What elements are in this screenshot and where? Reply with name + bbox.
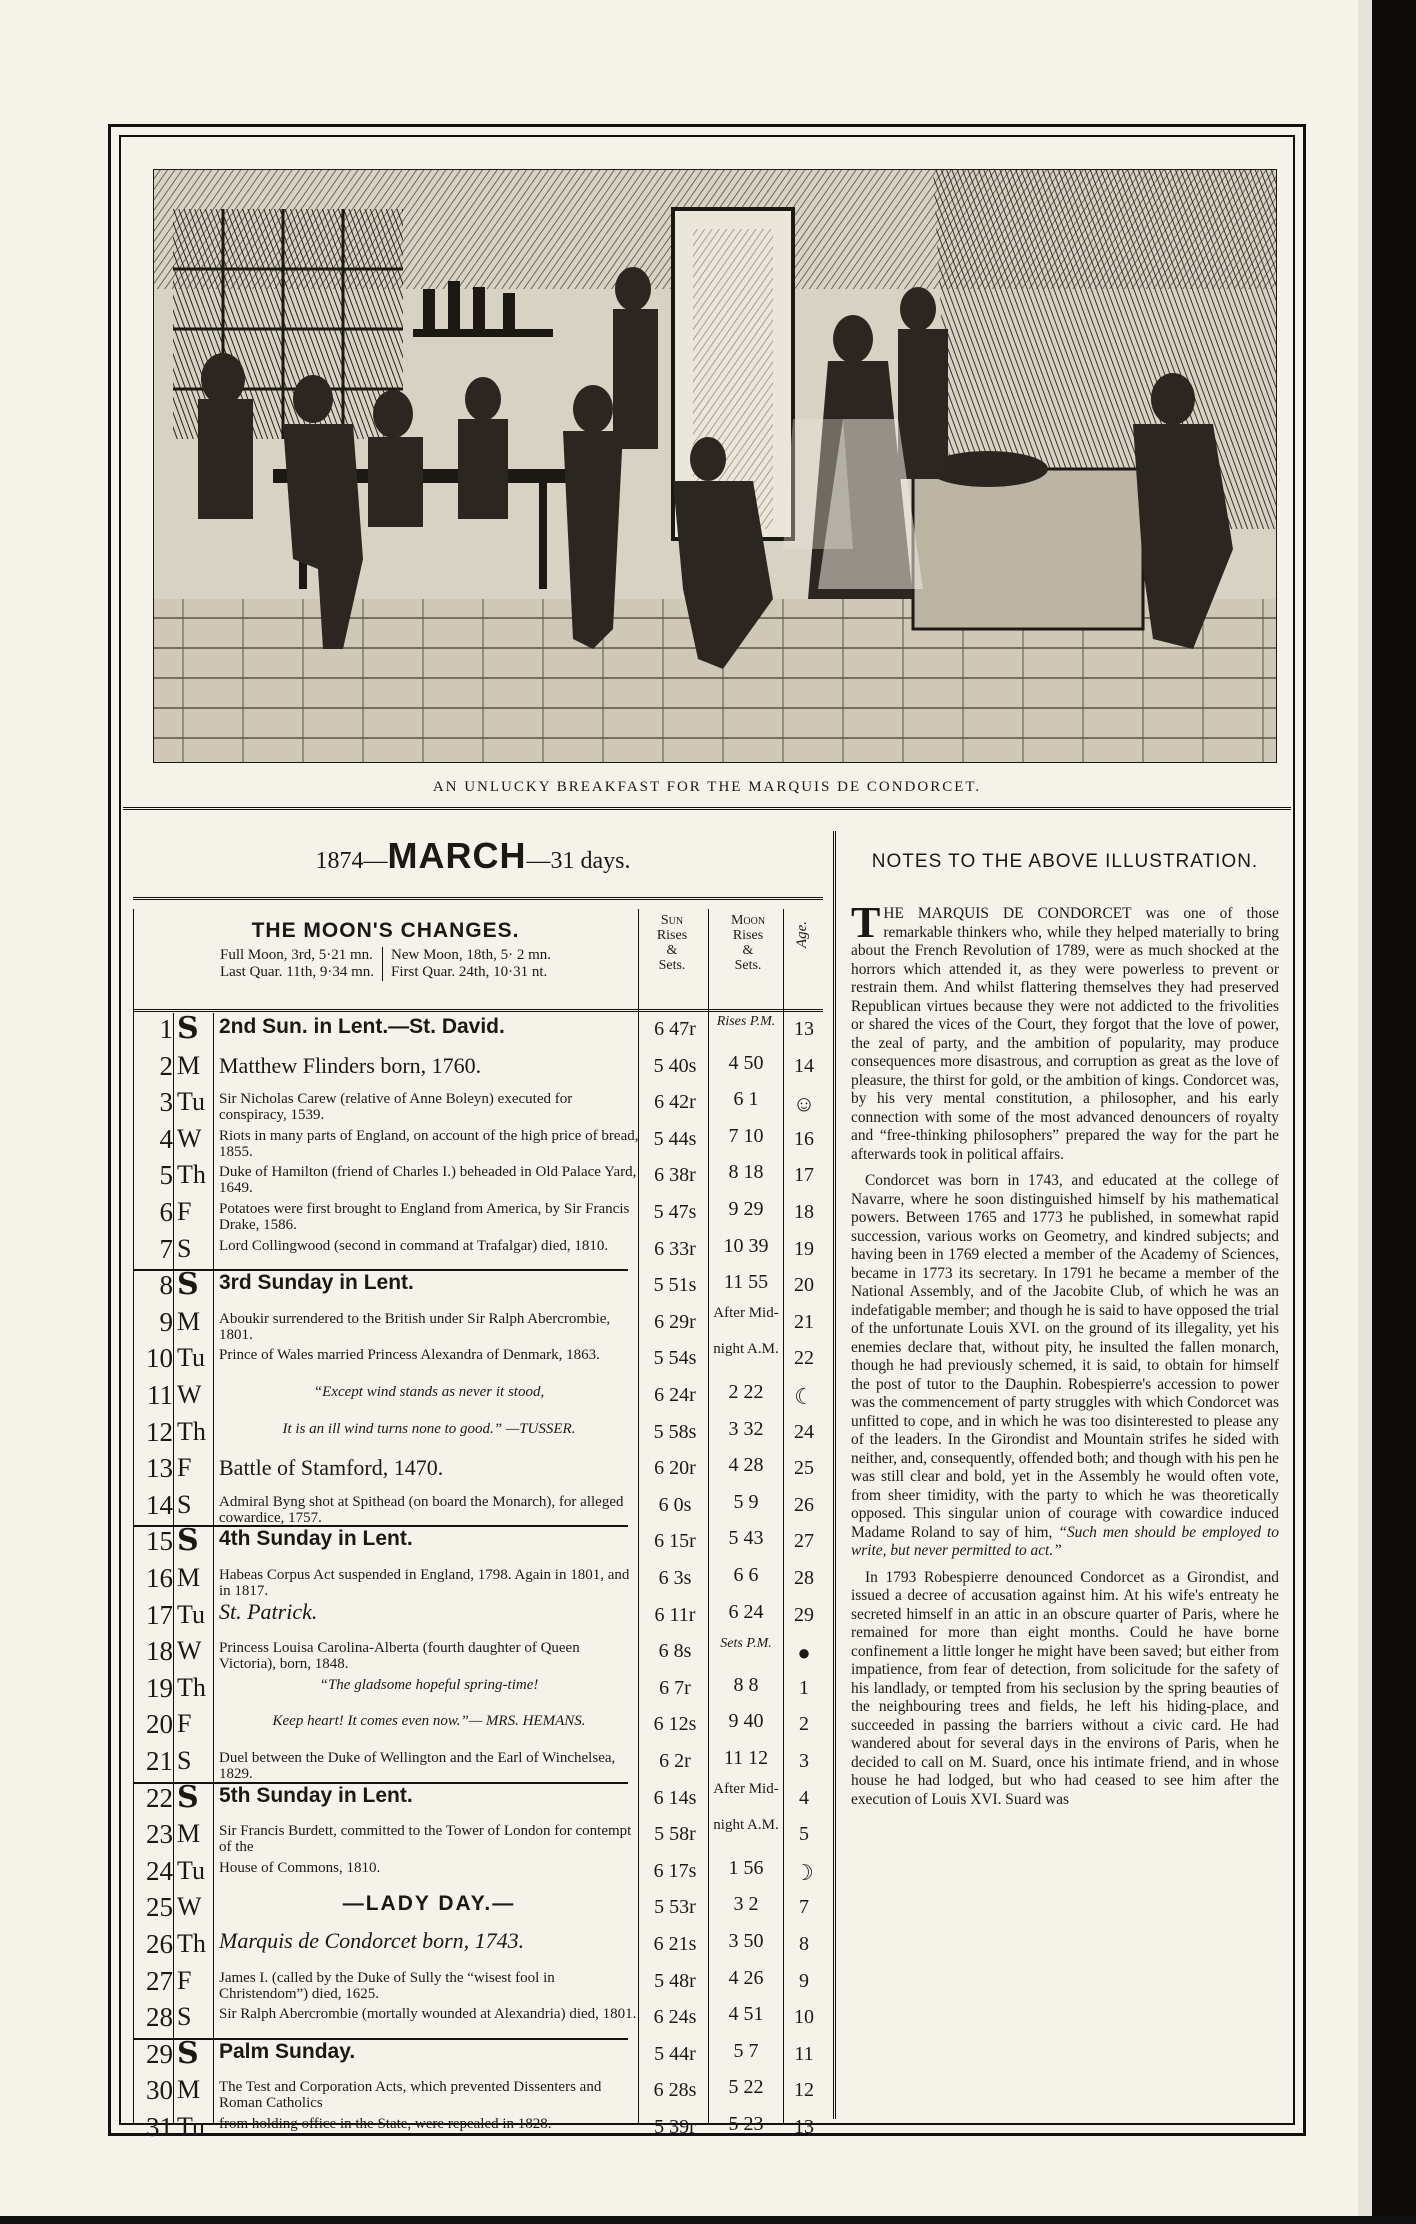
day-number: 28 (146, 2002, 173, 2033)
weekday: Th (177, 1160, 206, 1190)
moon-age: ☺ (792, 1091, 816, 1117)
sun-time: 6 17s (653, 1859, 697, 1882)
moon-time: 5 7 (733, 2039, 759, 2062)
moon-age: 21 (794, 1310, 814, 1333)
moon-time: After Mid- (713, 1780, 779, 1797)
week-rule (133, 2038, 628, 2040)
weekday: Tu (177, 1087, 205, 1117)
notes-paragraph-2: Condorcet was born in 1743, and educated at the college of Navarre, where he soon distinguished himself by his mathematical powers. Between 1765 and 1773 he published, in somewhat rapid succession, various works on Geometry, and kindred subjects; and having been in 1769 elected a member of the Academy of Sciences, became in 1773 its secretary. In 1791 he became a member of the National Assembly, and of the Jacobite Club, of which he was an indefatigable member; and though he is said to have opposed the trial of the unfortunate Louis XVI. on the ground of its illegality, yet his enemies declare that, without pity, he insulted the fallen monarch, though he had previously schemed, it is said, to obtain for himself the post of tutor to the Dauphin. Robespierre's accession to power was the commencement of party struggles with which Condorcet was unfitted to cope, and in which he was too disinterested to please any of the leaders. In the Girondist and Mountain strifes he sided with neither, and, consequently, offended both; and though with his pen he was still clear and bold, yet in the Assembly he would often vote, from sheer timidity, with the party to which he was theoretically opposed. This singular union of courage with cowardice induced Madame Roland to say of him, (851, 1172, 1279, 1541)
sun-time: 5 40s (653, 1054, 697, 1077)
calendar-column (123, 817, 823, 2142)
moon-time: 6 24 (728, 1600, 764, 1623)
weekday: M (177, 2075, 201, 2105)
sun-time: 6 47r (654, 1018, 696, 1040)
event-text: Marquis de Condorcet born, 1743. (219, 1928, 525, 1953)
calendar-row (133, 1965, 823, 2002)
day-number: 13 (146, 1453, 173, 1484)
event-text: Sir Ralph Abercrombie (mortally wounded at Alexandria) died, 1801. (219, 2006, 637, 2023)
sun-time: 6 28s (653, 2079, 697, 2102)
calendar-row (133, 1635, 823, 1672)
day-number: 23 (146, 1819, 173, 1850)
calendar-row (133, 1050, 823, 1087)
moon-age: 9 (799, 1969, 809, 1992)
new-moon: New Moon, 18th, 5· 2 mn. (391, 947, 551, 963)
moon-age: 25 (794, 1457, 814, 1480)
sun-time: 5 54s (653, 1347, 697, 1370)
calendar-row (133, 2074, 823, 2111)
calendar-row (133, 1891, 823, 1928)
calendar-row (133, 1779, 823, 1819)
moon-time: 3 50 (728, 1930, 764, 1952)
event-text: —LADY DAY.— (342, 1892, 516, 1916)
event-text: Duke of Hamilton (friend of Charles I.) beheaded in Old Palace Yard, 1649. (219, 1164, 637, 1197)
moon-time: 7 10 (728, 1124, 764, 1147)
sun-time: 5 44s (653, 1127, 697, 1150)
week-rule (133, 1525, 628, 1527)
moon-age: 10 (794, 2006, 814, 2029)
illustration-caption: AN UNLUCKY BREAKFAST FOR THE MARQUIS DE CONDORCET. (432, 779, 982, 795)
year: 1874 (315, 848, 364, 874)
moon-time: 8 18 (728, 1161, 764, 1184)
moon-age: 26 (794, 1493, 814, 1516)
moon-age: 3 (799, 1750, 809, 1772)
weekday: Th (177, 1672, 206, 1702)
notes-column (845, 817, 1285, 2123)
moon-age: 16 (794, 1127, 814, 1150)
day-number: 30 (146, 2075, 173, 2106)
sun-time: 6 24r (654, 1384, 696, 1406)
moon-changes (133, 909, 638, 1001)
event-text: Habeas Corpus Act suspended in England, 1798. Again in 1801, and in 1817. (219, 1567, 630, 1599)
moon-age: 12 (794, 2079, 814, 2102)
moon-age: 14 (794, 1054, 814, 1077)
last-quarter: Last Quar. 11th, 9·34 mn. (219, 964, 374, 980)
moon-time: night A.M. (713, 1341, 779, 1358)
day-number: 24 (146, 1855, 173, 1886)
sun-time: 5 47s (653, 1201, 697, 1223)
calendar-row (133, 1013, 823, 1050)
weekday: S (177, 1779, 199, 1815)
calendar-row (133, 1233, 823, 1270)
drop-cap: T (851, 898, 881, 947)
notes-title: NOTES TO THE ABOVE ILLUSTRATION. (871, 851, 1259, 872)
weekday: W (177, 1636, 202, 1666)
moon-time: After Mid- (713, 1304, 779, 1321)
moon-time: 10 39 (723, 1234, 769, 1257)
sun-time: 6 7r (659, 1676, 691, 1699)
day-number: 12 (146, 1416, 173, 1447)
day-number: 14 (146, 1489, 173, 1520)
sun-time: 6 3s (658, 1567, 692, 1589)
month-name: MARCH (387, 835, 527, 876)
moon-time: 3 32 (728, 1417, 764, 1440)
calendar-row (133, 2035, 823, 2075)
day-count: 31 days. (550, 848, 631, 874)
day-number: 6 (159, 1197, 173, 1227)
calendar-row (133, 1599, 823, 1636)
sun-time: 6 21s (653, 1933, 697, 1955)
moon-time: 6 6 (733, 1564, 759, 1586)
calendar-row (133, 1086, 823, 1123)
weekday: S (177, 1746, 192, 1775)
weekday: S (177, 2035, 199, 2071)
day-number: 11 (147, 1380, 173, 1410)
scan-edge (1372, 0, 1416, 2224)
moon-age: 13 (794, 2116, 814, 2138)
sun-column-header: Sun Rises & Sets. (656, 913, 688, 973)
event-text: St. Patrick. (219, 1598, 318, 1624)
weekday: S (177, 2002, 192, 2032)
calendar-row (133, 1269, 823, 1306)
event-text: 2nd Sun. in Lent.—St. David. (219, 1015, 505, 1038)
moon-age: 1 (799, 1676, 809, 1699)
calendar-row (133, 1342, 823, 1379)
weekday: Th (177, 1416, 206, 1446)
weekday: W (177, 1123, 202, 1153)
moon-age: 5 (799, 1823, 809, 1846)
day-number: 21 (146, 1746, 173, 1776)
event-text: Potatoes were first brought to England from America, by Sir Francis Drake, 1586. (219, 1201, 630, 1233)
sun-time: 5 48r (654, 1969, 696, 1992)
notes-paragraph-3: In 1793 Robespierre denounced Condorcet as a Girondist, and issued a decree of accusation against him. At his wife's entreaty he secreted himself in an attic in an obscure quarter of Paris, where he remained for more than eight months. Could he have borne confinement a little longer he might have been saved; but either from impatience, from fear of detection, from solicitude for the safety of his landlady, or tempted from his seclusion by the spring beauties of the neighbouring trees and fields, he left his hiding-place, and succeeded in passing the barriers without a civic card. He had wandered about for several days in the environs of Paris, when he decided to call on M. Suard, once his intimate friend, and in whose house he had lodged, but who had ceased to see him after the execution of Louis XVI. Suard was (851, 1568, 1279, 1808)
scan-bottom-edge (0, 2216, 1416, 2224)
weekday: S (177, 1011, 199, 1046)
moon-column-header: Moon Rises & Sets. (730, 913, 766, 973)
moon-time: night A.M. (713, 1817, 779, 1834)
calendar-row (133, 1123, 823, 1160)
sun-time: 6 38r (654, 1164, 696, 1187)
sun-time: 6 29r (654, 1310, 696, 1333)
event-text: from holding office in the State, were repealed in 1828. (219, 2116, 552, 2132)
calendar-row (133, 1855, 823, 1892)
day-number: 31 (146, 2112, 173, 2142)
calendar-row (133, 1159, 823, 1196)
day-number: 3 (159, 1087, 173, 1118)
sun-time: 6 11r (654, 1603, 696, 1626)
weekday: W (177, 1380, 202, 1409)
event-text: Matthew Flinders born, 1760. (219, 1052, 482, 1078)
moon-age: 22 (794, 1347, 814, 1370)
sun-time: 5 51s (653, 1274, 697, 1297)
sun-time: 5 53r (654, 1896, 696, 1919)
moon-age: 27 (794, 1530, 814, 1553)
calendar-row (133, 1525, 823, 1562)
moon-age: 7 (799, 1896, 809, 1919)
calendar-row (133, 1306, 823, 1343)
event-text: Battle of Stamford, 1470. (219, 1455, 444, 1481)
weekday: Tu (177, 1343, 205, 1373)
event-text: 4th Sunday in Lent. (219, 1527, 413, 1551)
sun-time: 5 58r (654, 1823, 696, 1846)
event-text: It is an ill wind turns none to good.” —TUSSER. (282, 1420, 576, 1437)
day-number: 1 (159, 1014, 173, 1044)
month-heading: 1874—MARCH—31 days. (315, 835, 631, 876)
calendar-row (133, 1745, 823, 1782)
calendar-row (133, 2001, 823, 2038)
table-top-rule (133, 1009, 823, 1012)
moon-time: 11 12 (723, 1747, 769, 1769)
day-number: 7 (159, 1233, 173, 1264)
calendar-row (133, 1928, 823, 1965)
day-number: 25 (146, 1892, 173, 1923)
day-number: 27 (146, 1965, 173, 1996)
moon-time: 11 55 (723, 1271, 769, 1294)
event-text: 3rd Sunday in Lent. (219, 1271, 414, 1295)
weekday: S (177, 1233, 192, 1263)
sun-time: 6 33r (654, 1237, 696, 1260)
roland-quote: “Such men should be employed to write, but never permitted to act.” (851, 1523, 1279, 1559)
day-number: 19 (146, 1672, 173, 1703)
notes-paragraph-1: HE MARQUIS DE CONDORCET was one of those remarkable thinkers who, while they helped materially to bring about the French Revolution of 1789, were as much shocked at the horrors which attended it, as they were powerless to prevent or restrain them. And whilst flattering themselves they had preserved Republican virtues because they were not addicted to the frivolities or shared the vices of the Court, they forgot that the love of power, the zeal of party, and the ambition of popularity, may produce consequences more disastrous, and corruption as great as the love of pleasure, the thirst for gold, or the ambition of kings. Condorcet was, by his very mental constitution, a philosopher, and his early connection with some of the most advanced denouncers of royalty and “free-thinking philosophers” prepared the way for the part he afterwards took in political affairs. (851, 905, 1279, 1163)
first-quarter: First Quar. 24th, 10·31 nt. (391, 964, 548, 980)
full-moon: Full Moon, 3rd, 5·21 mn. (219, 947, 373, 963)
sun-time: 6 20r (654, 1457, 696, 1480)
event-text: Princess Louisa Carolina-Alberta (fourth daughter of Queen Victoria), born, 1848. (219, 1640, 580, 1673)
weekday: F (177, 1709, 192, 1739)
moon-time: 8 8 (733, 1673, 759, 1696)
weekday: S (177, 1523, 199, 1559)
section-divider (123, 807, 1291, 810)
page-gutter (1358, 0, 1372, 2224)
event-text: Palm Sunday. (219, 2039, 356, 2063)
calendar-row (133, 1416, 823, 1453)
calendar-row (133, 1196, 823, 1233)
day-number: 5 (159, 1160, 173, 1191)
weekday: M (177, 1306, 201, 1336)
moon-time: Sets P.M. (720, 1636, 772, 1652)
notes-text (851, 898, 1279, 1817)
sun-time: 6 12s (653, 1713, 697, 1736)
weekday: M (177, 1819, 201, 1849)
week-rule (133, 1782, 628, 1784)
weekday: F (177, 1453, 192, 1483)
moon-age: ☾ (794, 1384, 814, 1409)
event-text: Duel between the Duke of Wellington and the Earl of Winchelsea, 1829. (219, 1750, 616, 1782)
event-text: Lord Collingwood (second in command at Trafalgar) died, 1810. (219, 1237, 609, 1254)
event-text: Riots in many parts of England, on account of the high price of bread, 1855. (219, 1127, 639, 1160)
moon-age: ☽ (794, 1859, 814, 1885)
event-text: Sir Nicholas Carew (relative of Anne Boleyn) executed for conspiracy, 1539. (219, 1091, 573, 1124)
moon-time: 3 2 (733, 1893, 759, 1916)
event-text: “Except wind stands as never it stood, (313, 1384, 545, 1400)
moon-age: 29 (794, 1603, 814, 1626)
calendar-row (133, 1379, 823, 1416)
moon-time: Rises P.M. (716, 1014, 776, 1029)
weekday: Th (177, 1929, 206, 1958)
day-number: 29 (146, 2038, 173, 2069)
sun-time: 6 8s (658, 1640, 692, 1663)
calendar-row (133, 1562, 823, 1599)
day-number: 16 (146, 1563, 173, 1593)
moon-time: 1 56 (728, 1856, 764, 1879)
day-number: 15 (146, 1526, 173, 1557)
day-number: 17 (146, 1599, 173, 1630)
moon-age: 24 (794, 1420, 814, 1443)
weekday: Tu (177, 2112, 205, 2141)
calendar-row (133, 2111, 823, 2148)
weekday: F (177, 1197, 192, 1226)
calendar-row (133, 1489, 823, 1526)
sun-time: 6 14s (653, 1786, 697, 1809)
moon-time: 4 26 (728, 1966, 764, 1989)
event-text: James I. (called by the Duke of Sully the “wisest fool in Christendom”) died, 1625. (219, 1969, 555, 2002)
moon-time: 5 9 (733, 1490, 759, 1513)
calendar-row (133, 1818, 823, 1855)
weekday: W (177, 1892, 202, 1922)
event-text: The Test and Corporation Acts, which prevented Dissenters and Roman Catholics (219, 2079, 602, 2112)
moon-time: 2 22 (728, 1381, 764, 1403)
moon-time: 4 51 (728, 2003, 764, 2026)
moon-time: 9 29 (728, 1198, 764, 1220)
moon-age: 19 (794, 1237, 814, 1260)
moon-age: 2 (799, 1713, 809, 1736)
event-text: Aboukir surrendered to the British under Sir Ralph Abercrombie, 1801. (219, 1310, 611, 1343)
moon-changes-title: THE MOON'S CHANGES. (251, 919, 520, 942)
day-number: 8 (159, 1270, 173, 1301)
event-text: Sir Francis Burdett, committed to the Tower of London for contempt of the (219, 1823, 632, 1856)
column-divider (833, 831, 836, 2119)
event-text: “The gladsome hopeful spring-time! (319, 1676, 539, 1693)
sun-time: 5 39r (654, 2116, 696, 2138)
moon-age: 13 (794, 1018, 814, 1040)
day-number: 26 (146, 1929, 173, 1959)
day-number: 4 (159, 1123, 173, 1154)
calendar-row (133, 1452, 823, 1489)
moon-age: 4 (799, 1786, 809, 1809)
event-text: 5th Sunday in Lent. (219, 1783, 413, 1807)
event-text: House of Commons, 1810. (219, 1859, 381, 1876)
moon-time: 9 40 (728, 1710, 764, 1733)
calendar-row (133, 1708, 823, 1745)
moon-age: 18 (794, 1201, 814, 1223)
event-text: Admiral Byng shot at Spithead (on board the Monarch), for alleged cowardice, 1757. (219, 1493, 624, 1526)
sun-time: 6 0s (658, 1493, 692, 1516)
moon-age: 11 (794, 2042, 814, 2065)
day-number: 18 (146, 1636, 173, 1667)
tavern-engraving (153, 169, 1277, 763)
moon-age: 8 (799, 1933, 809, 1955)
moon-age: ● (797, 1640, 811, 1666)
event-text: Prince of Wales married Princess Alexandra of Denmark, 1863. (219, 1347, 600, 1364)
sun-time: 6 2r (659, 1750, 691, 1772)
moon-time: 4 50 (728, 1051, 764, 1074)
day-number: 20 (146, 1709, 173, 1740)
day-number: 2 (159, 1050, 173, 1081)
moon-time: 5 43 (728, 1527, 764, 1550)
heading-rule (133, 897, 823, 900)
moon-time: 5 22 (728, 2076, 764, 2099)
moon-age: 28 (794, 1567, 814, 1589)
weekday: S (177, 1267, 199, 1303)
day-number: 22 (146, 1782, 173, 1813)
sun-time: 6 42r (654, 1091, 696, 1114)
weekday: S (177, 1489, 192, 1519)
age-column-header: Age. (794, 920, 811, 949)
sun-time: 5 58s (653, 1420, 697, 1443)
event-text: Keep heart! It comes even now.”— MRS. HEMANS. (272, 1713, 586, 1730)
moon-time: 6 1 (733, 1088, 759, 1111)
weekday: F (177, 1965, 192, 1995)
moon-age: 20 (794, 1274, 814, 1297)
moon-age: 17 (794, 1164, 814, 1187)
sun-time: 5 44r (654, 2042, 696, 2065)
weekday: Tu (177, 1855, 205, 1885)
page-frame (108, 124, 1306, 2142)
weekday: M (177, 1050, 201, 1080)
calendar-row (133, 1672, 823, 1709)
sun-time: 6 24s (653, 2006, 697, 2029)
moon-time: 4 28 (728, 1454, 764, 1477)
weekday: Tu (177, 1599, 205, 1629)
weekday: M (177, 1563, 201, 1592)
sun-time: 6 15r (654, 1530, 696, 1553)
moon-time: 5 23 (728, 2113, 764, 2135)
day-number: 10 (146, 1343, 173, 1374)
day-number: 9 (159, 1306, 173, 1337)
week-rule (133, 1269, 628, 1271)
